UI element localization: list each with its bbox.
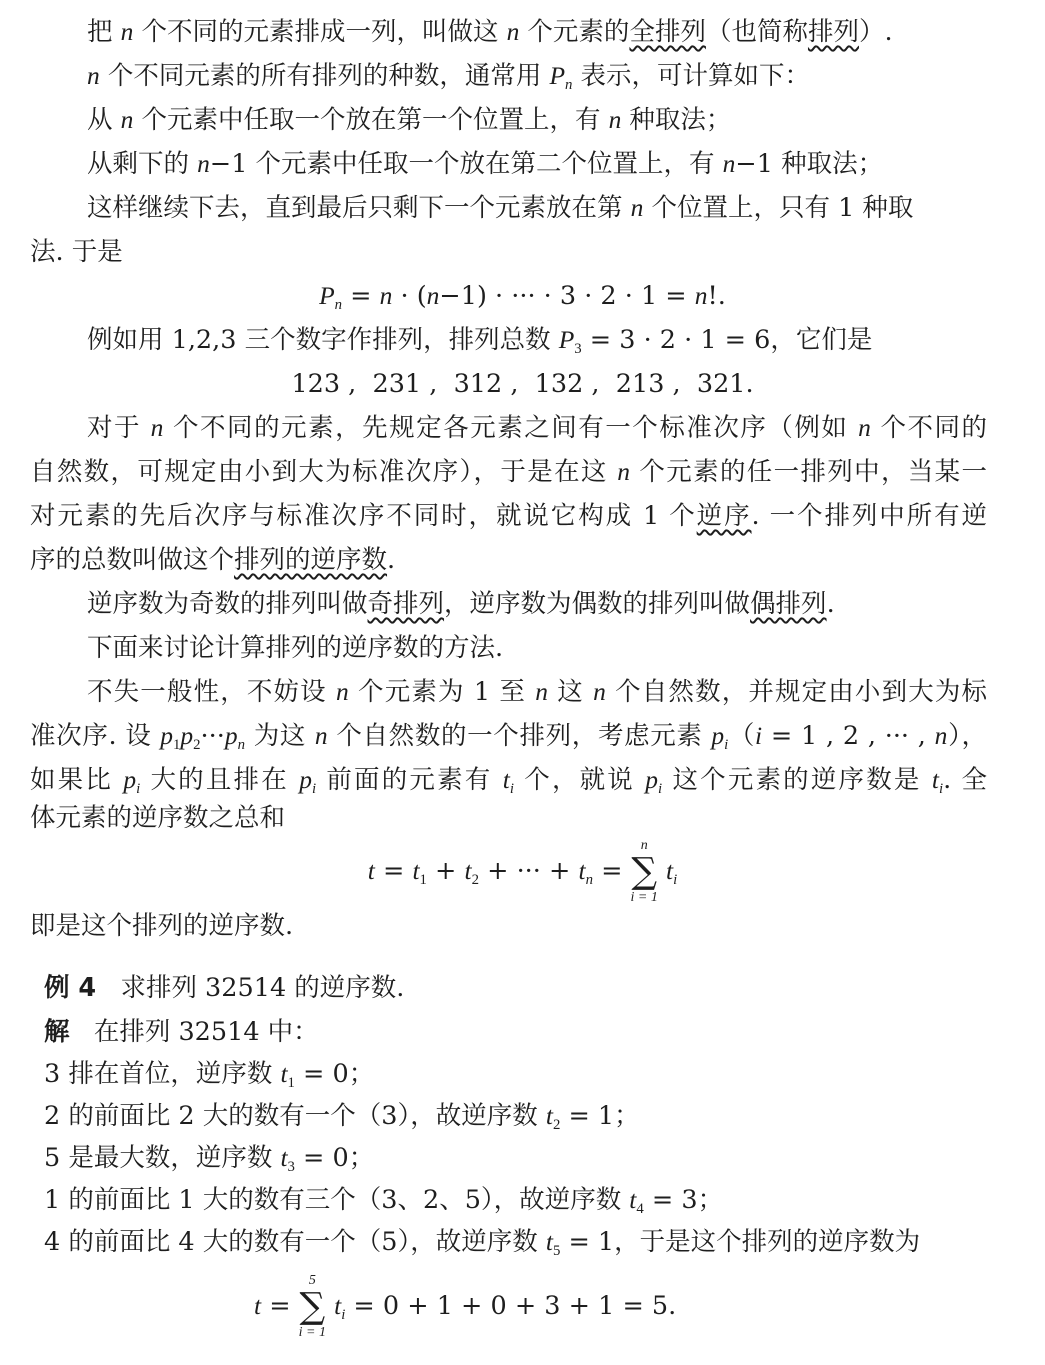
term-full-permutation: 全排列 xyxy=(629,17,706,47)
var-n: n xyxy=(858,413,871,442)
term-even-permutation: 偶排列 xyxy=(750,589,827,619)
text: = 0； xyxy=(294,1143,375,1173)
var-t: t xyxy=(367,856,375,885)
text: 前面的元素有 xyxy=(316,765,503,795)
subscript: 1 xyxy=(287,1075,295,1092)
inversion-line-3 xyxy=(30,498,987,534)
var-n: n xyxy=(593,677,606,706)
term-permutation: 排列 xyxy=(807,17,859,47)
text: 这 xyxy=(547,677,594,707)
subscript: i xyxy=(724,737,729,754)
summation xyxy=(299,1274,326,1340)
var-t: t xyxy=(334,1291,342,1320)
var-p: p xyxy=(160,721,174,750)
var-P: P xyxy=(558,325,575,354)
text: 3 排在首位，逆序数 xyxy=(44,1059,281,1089)
text: ，逆序数为偶数的排列叫做 xyxy=(444,589,751,619)
text: 从 xyxy=(87,105,121,135)
definition-line-3 xyxy=(87,102,731,138)
text: = 1； xyxy=(560,1101,640,1131)
var-t: t xyxy=(412,856,420,885)
var-t: t xyxy=(666,856,674,885)
text: （也简称 xyxy=(705,17,808,47)
text: 不失一般性，不妨设 xyxy=(87,677,337,707)
text: 个元素的 xyxy=(519,17,630,47)
text: !. xyxy=(707,281,726,311)
text: = 1，于是这个排列的逆序数为 xyxy=(560,1227,921,1257)
var-t: t xyxy=(545,1101,553,1130)
subscript: i xyxy=(673,872,678,889)
text: 序的总数叫做这个 xyxy=(30,545,235,575)
sum-lower-limit: i = 1 xyxy=(630,890,658,905)
definition-line-5 xyxy=(87,190,913,226)
var-n: n xyxy=(150,413,164,442)
subscript: i xyxy=(136,781,141,798)
inversion-line-2 xyxy=(30,454,987,490)
var-n: n xyxy=(87,61,100,90)
subscript: 5 xyxy=(552,1243,561,1260)
text: = xyxy=(374,856,413,886)
subscript: 3 xyxy=(287,1159,295,1176)
text: = 1 , 2 , ··· , xyxy=(762,721,935,751)
text: 个不同的元素，先规定各元素之间有一个标准次序（例如 xyxy=(163,413,859,443)
var-t: t xyxy=(464,856,472,885)
var-n: n xyxy=(608,105,622,134)
permutation-count-formula xyxy=(0,278,1045,314)
text: −1) · ··· · 3 · 2 · 1 = xyxy=(439,281,695,311)
text: · ( xyxy=(392,281,427,311)
text: （ xyxy=(728,721,756,751)
var-p: p xyxy=(299,765,312,794)
term-odd-permutation: 奇排列 xyxy=(367,589,445,619)
var-t: t xyxy=(545,1227,553,1256)
var-P: P xyxy=(549,61,566,90)
definition-line-6: 法. 于是 xyxy=(30,237,123,267)
text: 5 是最大数，逆序数 xyxy=(44,1143,281,1173)
var-p: p xyxy=(711,721,725,750)
text: = xyxy=(342,281,380,311)
text: 例如用 1,2,3 三个数字作排列，排列总数 xyxy=(87,325,559,355)
definition-line-4 xyxy=(87,146,883,182)
example-question: 求排列 32514 的逆序数. xyxy=(120,973,405,1003)
solution-step-1 xyxy=(44,1056,374,1092)
odd-even-line xyxy=(87,586,835,622)
var-n: n xyxy=(197,149,210,178)
text: 表示，可计算如下： xyxy=(572,61,811,91)
term-inversion: 逆序 xyxy=(696,501,752,531)
sum-upper-limit: 5 xyxy=(308,1273,316,1288)
example-line xyxy=(87,322,872,358)
text: 个元素为 1 至 xyxy=(348,677,536,707)
text: . xyxy=(826,589,835,619)
sigma-icon: ∑ xyxy=(631,851,658,892)
var-P: P xyxy=(319,281,335,310)
var-n: n xyxy=(314,721,328,750)
text: = 0 + 1 + 0 + 3 + 1 = 5. xyxy=(345,1291,677,1321)
text: 这个元素的逆序数是 xyxy=(662,765,932,795)
text: 自然数，可规定由小到大为标准次序），于是在这 xyxy=(30,457,618,487)
text: 对于 xyxy=(87,413,151,443)
subscript: n xyxy=(237,737,246,754)
solution-step-4 xyxy=(44,1182,723,1218)
example-4-heading xyxy=(44,970,404,1006)
text: = 3； xyxy=(643,1185,724,1215)
text: = 3 · 2 · 1 = 6，它们是 xyxy=(581,325,873,355)
text: = xyxy=(261,1291,299,1321)
var-n: n xyxy=(506,17,520,46)
text: 4 的前面比 4 大的数有一个（5），故逆序数 xyxy=(44,1227,546,1257)
solution-heading xyxy=(44,1014,319,1050)
subscript: i xyxy=(658,781,663,798)
sum-upper-limit: n xyxy=(640,838,648,853)
text: 逆序数为奇数的排列叫做 xyxy=(87,589,368,619)
subscript: 3 xyxy=(574,341,582,358)
text: 这样继续下去，直到最后只剩下一个元素放在第 xyxy=(87,193,631,223)
subscript: 1 xyxy=(419,872,427,889)
subscript: 2 xyxy=(193,737,201,754)
var-t: t xyxy=(280,1059,288,1088)
text: 2 的前面比 2 大的数有一个（3），故逆序数 xyxy=(44,1101,546,1131)
var-t: t xyxy=(931,765,939,794)
var-t: t xyxy=(629,1185,637,1214)
sigma-icon: ∑ xyxy=(299,1286,326,1327)
text: 个自然数的一个排列，考虑元素 xyxy=(327,721,712,751)
text: ）. xyxy=(858,17,893,47)
var-n: n xyxy=(120,17,134,46)
var-n: n xyxy=(694,281,708,310)
text: 个不同的元素排成一列，叫做这 xyxy=(133,17,507,47)
text: 个不同的 xyxy=(870,413,988,443)
text: 种取法； xyxy=(621,105,732,135)
general-line-4: 体元素的逆序数之总和 xyxy=(30,803,286,833)
general-line-1 xyxy=(87,674,987,710)
text: 个自然数，并规定由小到大为标 xyxy=(605,677,988,707)
solution-step-2 xyxy=(44,1098,640,1134)
var-n: n xyxy=(379,281,393,310)
text: . 全 xyxy=(943,765,988,795)
text: = 0； xyxy=(294,1059,375,1089)
definition-line-1 xyxy=(87,14,893,50)
text: −1 个元素中任取一个放在第二个位置上，有 xyxy=(209,149,723,179)
solution-step-3 xyxy=(44,1140,374,1176)
text: = xyxy=(592,856,631,886)
var-p: p xyxy=(645,765,659,794)
subscript: i xyxy=(509,781,514,798)
sum-lower-limit: i = 1 xyxy=(298,1325,327,1340)
subscript: i xyxy=(939,781,944,798)
text: 1 的前面比 1 大的数有三个（3、2、5），故逆序数 xyxy=(44,1185,630,1215)
text: 为这 xyxy=(245,721,315,751)
permutation-list: 123 , 231 , 312 , 132 , 213 , 321. xyxy=(291,369,754,399)
solution-intro: 在排列 32514 中： xyxy=(93,1017,319,1047)
var-n: n xyxy=(336,677,349,706)
general-line-2 xyxy=(30,718,987,754)
text: . xyxy=(387,545,396,575)
text: 个，就说 xyxy=(513,765,646,795)
subscript: n xyxy=(585,872,593,889)
inversion-line-4 xyxy=(30,542,395,578)
text: 如果比 xyxy=(30,765,124,795)
text: −1 种取法； xyxy=(735,149,884,179)
var-t: t xyxy=(254,1291,262,1320)
solution-label: 解 xyxy=(44,1017,70,1047)
var-p: p xyxy=(224,721,238,750)
subscript: 2 xyxy=(552,1117,561,1134)
subscript: 2 xyxy=(471,872,479,889)
inversion-line-1 xyxy=(87,410,987,446)
text: ··· xyxy=(200,721,225,751)
text: 大的且排在 xyxy=(140,765,300,795)
definition-line-2 xyxy=(87,58,810,94)
var-n: n xyxy=(120,105,134,134)
text: 个元素的任一排列中，当某一 xyxy=(629,457,988,487)
general-line-3 xyxy=(30,762,987,798)
summation xyxy=(631,839,658,905)
subscript: i xyxy=(341,1307,346,1324)
text: 从剩下的 xyxy=(87,149,198,179)
var-n: n xyxy=(617,457,630,486)
text: . 一个排列中所有逆 xyxy=(751,501,987,531)
subscript: 4 xyxy=(636,1201,644,1218)
text: 准次序. 设 xyxy=(30,721,161,751)
var-n: n xyxy=(630,193,644,222)
text: 个元素中任取一个放在第一个位置上，有 xyxy=(133,105,609,135)
var-t: t xyxy=(280,1143,288,1172)
var-p: p xyxy=(123,765,137,794)
text: 把 xyxy=(87,17,121,47)
text: ）， xyxy=(947,721,987,751)
text: 个位置上，只有 1 种取 xyxy=(643,193,914,223)
var-n: n xyxy=(934,721,948,750)
subscript: 1 xyxy=(173,737,181,754)
var-n: n xyxy=(722,149,736,178)
text: + xyxy=(426,856,465,886)
text: 对元素的先后次序与标准次序不同时，就说它构成 1 个 xyxy=(30,501,697,531)
var-i: i xyxy=(755,721,763,750)
term-inversion-number: 排列的逆序数 xyxy=(234,545,388,575)
general-line-5: 即是这个排列的逆序数. xyxy=(30,911,294,941)
var-t: t xyxy=(578,856,586,885)
var-p: p xyxy=(180,721,194,750)
solution-step-5 xyxy=(44,1224,920,1260)
var-n: n xyxy=(426,281,440,310)
subscript: n xyxy=(565,77,573,94)
var-n: n xyxy=(535,677,548,706)
text: 个不同元素的所有排列的种数，通常用 xyxy=(99,61,550,91)
final-inversion-formula xyxy=(254,1266,676,1346)
var-t: t xyxy=(502,765,510,794)
inversion-sum-formula xyxy=(0,832,1045,910)
method-intro-line: 下面来讨论计算排列的逆序数的方法. xyxy=(87,633,504,663)
subscript: n xyxy=(334,297,343,314)
text: + ··· + xyxy=(479,856,579,886)
subscript: i xyxy=(311,781,317,798)
example-label: 例 4 xyxy=(44,973,97,1003)
